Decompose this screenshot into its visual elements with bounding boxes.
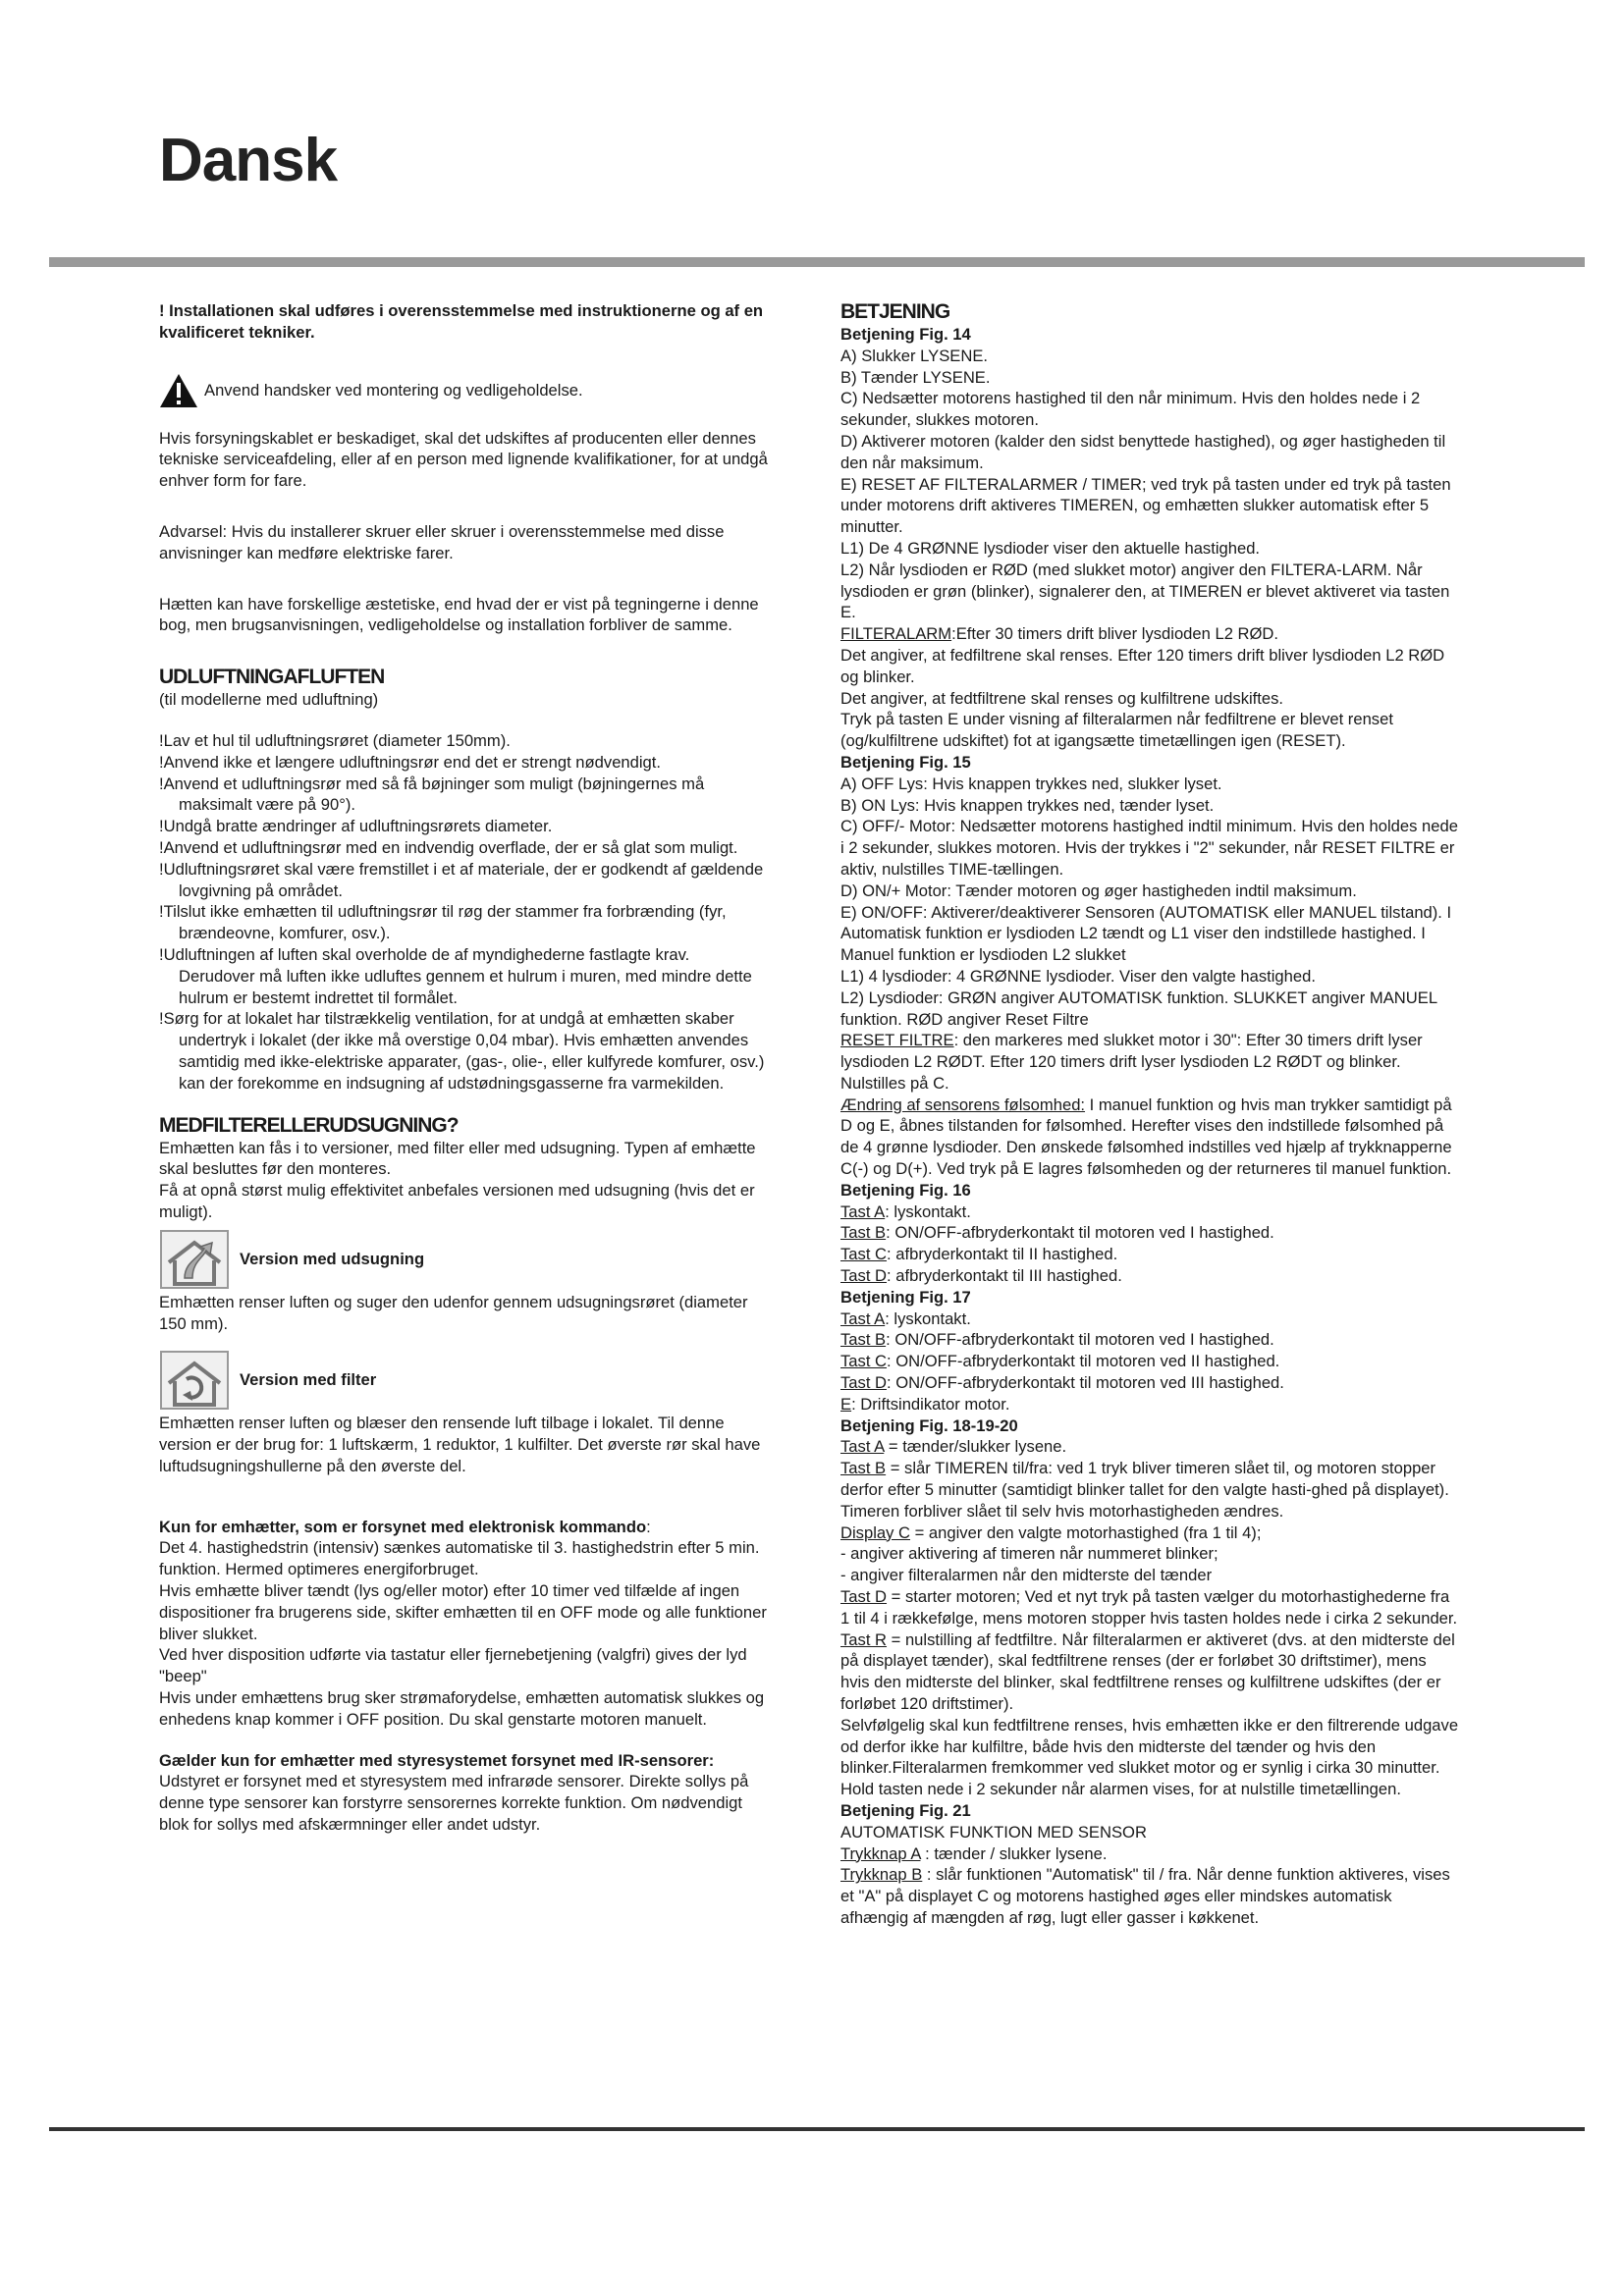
fig15-d: D) ON/+ Motor: Tænder motoren og øger hastigheden indtil maksimum. [840,881,1357,900]
fig15-e: E) ON/OFF: Aktiverer/deaktiverer Sensoren (AUTOMATISK eller MANUEL tilstand). I Automatisk funktion er lysdioden L2 tændt og L1 viser den indstillede hastighed. I Manuel funktion er lysdioden L2 slukket [840,902,1452,965]
right-column [840,300,1459,1929]
key-term: Tast C [840,1245,888,1264]
fig14-c: C) Nedsætter motorens hastighed til den når minimum. Hvis den holdes nede i 2 sekunder, slukkes motoren. [840,389,1421,430]
list-item [840,1201,1459,1223]
fig18-c-note-1: - angiver aktivering af timeren når nummeret blinker; [840,1544,1218,1564]
key-description: : ON/OFF-afbryderkontakt til motoren ved I hastighed. [886,1330,1274,1350]
key-description: : Driftsindikator motor. [851,1394,1010,1414]
list-item [840,1394,1459,1415]
filter-heading: MEDFILTERELLERUDSUGNING? [159,1113,459,1137]
fig15-heading: Betjening Fig. 15 [840,752,971,772]
version-udsugning-label: Version med udsugning [240,1249,425,1268]
version-filter-text: Emhætten renser luften og blæser den rensende luft tilbage i lokalet. Til denne version er der brug for: 1 luftskærm, 1 reduktor, 1 kulfilter. Det øverste rør skal have luftudsugningshullerne på den øverste del. [159,1414,761,1475]
key-term: Tast D [840,1587,888,1607]
key-term: Tast D [840,1373,888,1393]
list-item: !Anvend ikke et længere udluftningsrør end det er strengt nødvendigt. [159,752,662,772]
electronic-paragraph-3: Ved hver disposition udførte via tastatur eller fjernebetjening (valgfri) gives der lyd "beep" [159,1645,747,1686]
fig15-sensitivity-term: Ændring af sensorens følsomhed: [840,1095,1086,1114]
key-term: Tast C [840,1352,888,1371]
top-divider [49,257,1585,267]
page-title: Dansk [159,127,338,194]
fig21-heading: Betjening Fig. 21 [840,1800,971,1820]
list-item: !Udluftningen af luften skal overholde de af myndighederne fastlagte krav. Derudover må luften ikke udluftes gennem et hulrum i muren, med mindre dette hulrum er bestemt indrettet til formålet. [159,944,752,1007]
key-description: : ON/OFF-afbryderkontakt til motoren ved III hastighed. [887,1373,1284,1393]
fig15-reset-term: RESET FILTRE [840,1031,954,1050]
betjening-heading: BETJENING [840,300,950,323]
fig15-c: C) OFF/- Motor: Nedsætter motorens hastighed indtil minimum. Hvis den holdes nede i 2 sekunder, slukkes motoren. Hvis der trykkes i "2" sekunder, når RESET FILTRE er aktiv, nulstilles TIME-tællingen. [840,817,1458,879]
electronic-heading-colon: : [646,1517,651,1536]
fig18-paragraph: Selvfølgelig skal kun fedtfiltrene renses, hvis emhætten ikke er den filtrerende udgave od derfor ikke har kulfiltre, både hvis den midterste del tænder og hvis den blinker.Filteralarmen fremkommer ved slukket motor og er synlig i cirka 30 minutter. Hold tasten nede i 2 sekunder når alarmen vises, for at nulstille timetællingen. [840,1715,1459,1799]
key-description: : ON/OFF-afbryderkontakt til motoren ved I hastighed. [886,1223,1274,1243]
fig15-reset-text: : den markeres med slukket motor i 30": Efter 30 timers drift lyser lysdioden L2 RØDT. Efter 120 timers drift lyser lysdioden L2 RØDT og blinker. Nulstilles på C. [840,1031,1423,1093]
fig17-heading: Betjening Fig. 17 [840,1287,971,1307]
warning-triangle-icon [159,373,198,408]
list-item: !Undgå bratte ændringer af udluftningsrørets diameter. [159,817,553,836]
list-item: !Anvend et udluftningsrør med en indvendig overflade, der er så glat som muligt. [159,837,738,857]
key-term: E [840,1394,852,1414]
version-filter-row [159,1350,768,1411]
list-item: !Tilslut ikke emhætten til udluftningsrør til røg der stammer fra forbrænding (fyr, brændeovne, komfurer, osv.). [159,902,727,943]
key-description: = tænder/slukker lysene. [884,1437,1067,1457]
key-description: : slår funktionen "Automatisk" til / fra. Når denne funktion aktiveres, vises et "A" på displayet C og motorens hastighed øges eller mindskes automatisk afhængig af mængden af røg, lugt eller gasser i køkkenet. [840,1865,1450,1927]
fig18-heading: Betjening Fig. 18-19-20 [840,1415,1018,1435]
ir-text: Udstyret er forsynet med et styresystem med infrarøde sensorer. Direkte sollys på denne type sensorer kan forstyrre sensorernes korrekte funktion. Om nødvendigt blok for sollys med afskærmninger eller andet udstyr. [159,1772,749,1835]
warning-row [159,373,768,408]
key-term: Trykknap B [840,1865,923,1885]
warning-text: Anvend handsker ved montering og vedligeholdelse. [204,380,583,400]
fig15-l1: L1) 4 lysdioder: 4 GRØNNE lysdioder. Viser den valgte hastighed. [840,966,1316,986]
key-term: Tast A [840,1437,885,1457]
fig15-sensitivity-text: I manuel funktion og hvis man trykker samtidigt på D og E, åbnes tilstanden for følsomhed. Herefter vises den indstillede følsomhed på de 4 grønne lysdioder. Den ønskede følsomhed indstilles ved hjælp af trykknapperne C(-) og D(+). Ved tryk på E lagres følsomheden og der returneres til manuel funktion. [840,1095,1452,1179]
list-item [840,1222,1459,1244]
cable-paragraph: Hvis forsyningskablet er beskadiget, skal det udskiftes af producenten eller dennes tekniske serviceafdeling, eller af en person med lignende kvalifikationer, for at undgå enhver form for fare. [159,428,768,491]
fig15-a: A) OFF Lys: Hvis knappen trykkes ned, slukker lyset. [840,774,1222,793]
fig16-heading: Betjening Fig. 16 [840,1180,971,1200]
version-udsugning-text: Emhætten renser luften og suger den udenfor gennem udsugningsrøret (diameter 150 mm). [159,1292,748,1333]
electronic-paragraph-2: Hvis emhætte bliver tændt (lys og/eller motor) efter 10 timer ved tilfælde af ingen dispositioner fra brugerens side, skifter emhætten til en OFF mode og alle funktioner bliver slukket. [159,1581,767,1643]
key-description: : afbryderkontakt til III hastighed. [887,1266,1122,1286]
fig14-l1: L1) De 4 GRØNNE lysdioder viser den aktuelle hastighed. [840,538,1261,558]
version-udsugning-row [159,1229,768,1290]
key-description: = slår TIMEREN til/fra: ved 1 tryk bliver timeren slået til, og motoren stopper derfor efter 5 minutter (samtidigt blinker tallet for den valgte hasti-ghed på displayet). Timeren forbliver slået til selv hvis motorhastigheden ændres. [840,1459,1449,1521]
fig14-heading: Betjening Fig. 14 [840,325,971,344]
key-term: Display C [840,1522,911,1542]
aesthetics-paragraph: Hætten kan have forskellige æstetiske, end hvad der er vist på tegningerne i denne bog, men brugsanvisningen, vedligeholdelse og installation forbliver de samme. [159,594,759,635]
udluftning-subheading: (til modellerne med udluftning) [159,690,379,710]
key-description: = starter motoren; Ved et nyt tryk på tasten vælger du motorhastighederne fra 1 til 4 i rækkefølge, mens motoren stopper hvis tasten holdes nede i cirka 2 sekunder. [840,1587,1458,1628]
list-item: !Anvend et udluftningsrør med så få bøjninger som muligt (bøjningernes må maksimalt være på 90°). [159,774,705,815]
key-description: : ON/OFF-afbryderkontakt til motoren ved II hastighed. [887,1352,1280,1371]
extraction-house-icon [159,1229,230,1290]
fig18-c-note-2: - angiver filteralarmen når den midterste del tænder [840,1566,1213,1585]
filter-paragraph-1: Emhætten kan fås i to versioner, med filter eller med udsugning. Typen af emhætte skal besluttes før den monteres. [159,1138,756,1179]
version-filter-label: Version med filter [240,1370,377,1390]
fig14-l2: L2) Når lysdioden er RØD (med slukket motor) angiver den FILTERA-LARM. Når lysdioden er grøn (blinker), signalerer den, at TIMEREN er blevet aktiveret via tasten E. [840,560,1450,622]
key-term: Tast B [840,1330,887,1350]
electronic-paragraph-1: Det 4. hastighedstrin (intensiv) sænkes automatiske til 3. hastighedstrin efter 5 min. funktion. Hermed optimeres energiforbruget. [159,1538,760,1579]
fig14-filteralarm-term: FILTERALARM [840,624,952,644]
fig14-e: E) RESET AF FILTERALARMER / TIMER; ved tryk på tasten under ed tryk på tasten under motorens drift aktiveres TIMEREN, og emhætten slukker automatisk efter 5 minutter. [840,474,1451,537]
udluftning-heading: UDLUFTNINGAFLUFTEN [159,666,385,689]
bottom-divider [49,2127,1585,2131]
fig14-paragraph-1: Det angiver, at fedfiltrene skal renses. Efter 120 timers drift bliver lysdioden L2 RØD og blinker. [840,645,1445,686]
list-item [840,1308,1459,1330]
key-description: : lyskontakt. [885,1201,971,1221]
screw-warning-paragraph: Advarsel: Hvis du installerer skruer eller skruer i overensstemmelse med disse anvisninger kan medføre elektriske farer. [159,521,725,562]
list-item [840,1244,1459,1265]
key-term: Tast D [840,1266,888,1286]
list-item [840,1329,1459,1351]
fig14-b: B) Tænder LYSENE. [840,367,991,387]
fig15-b: B) ON Lys: Hvis knappen trykkes ned, tænder lyset. [840,795,1215,815]
fig14-paragraph-3: Tryk på tasten E under visning af filteralarmen når fedfiltrene er blevet renset (og/kulfiltrene udskiftet) fot at igangsætte timetællingen igen (RESET). [840,710,1393,751]
fig21-subheading: AUTOMATISK FUNKTION MED SENSOR [840,1822,1147,1842]
key-description: = angiver den valgte motorhastighed (fra 1 til 4); [910,1522,1262,1542]
fig14-paragraph-2: Det angiver, at fedtfiltrene skal renses og kulfiltrene udskiftes. [840,688,1284,708]
key-description: = nulstilling af fedtfiltre. Når filteralarmen er aktiveret (dvs. at den midterste del på displayet tænder), skal fedtfiltrene renses (der er forløbet 30 driftstimer), mens hvis den midterste del blinker, skal fedtfiltrene renses og kulfiltrene udskiftes (der er forløbet 120 driftstimer). [840,1629,1455,1713]
key-description: : tænder / slukker lysene. [920,1843,1108,1863]
list-item [840,1265,1459,1287]
fig14-filteralarm-text: :Efter 30 timers drift bliver lysdioden L2 RØD. [951,624,1279,644]
electronic-paragraph-4: Hvis under emhættens brug sker strømaforydelse, emhætten automatisk slukkes og enhedens knap kommer i OFF position. Du skal genstarte motoren manuelt. [159,1688,765,1729]
electronic-heading: Kun for emhætter, som er forsynet med elektronisk kommando [159,1517,647,1536]
key-term: Tast A [840,1308,886,1328]
list-item: !Lav et hul til udluftningsrøret (diameter 150mm). [159,730,511,750]
list-item [840,1372,1459,1394]
filter-paragraph-2: Få at opnå størst mulig effektivitet anbefales versionen med udsugning (hvis det er muligt). [159,1181,755,1221]
ir-heading: Gælder kun for emhætter med styresystemet forsynet med IR-sensorer: [159,1750,715,1770]
fig15-l2: L2) Lysdioder: GRØN angiver AUTOMATISK funktion. SLUKKET angiver MANUEL funktion. RØD angiver Reset Filtre [840,988,1437,1029]
fig14-a: A) Slukker LYSENE. [840,346,989,365]
key-term: Trykknap A [840,1843,921,1863]
fig14-d: D) Aktiverer motoren (kalder den sidst benyttede hastighed), og øger hastigheden til den når maksimum. [840,431,1446,472]
list-item: !Sørg for at lokalet har tilstrækkelig ventilation, for at undgå at emhætten skaber undertryk i lokalet (der ikke må overstige 0,04 mbar). Hvis emhætten anvendes samtidig med ikke-elektriske apparater, (gas-, olie-, eller kulfyrede komfurer, osv.) kan der forekomme en indsugning af udstødningsgasserne fra varmekilden. [159,1009,765,1093]
left-column [159,300,768,1836]
recirculation-house-icon [159,1350,230,1411]
key-term: Tast B [840,1459,887,1478]
intro-notice: ! Installationen skal udføres i overensstemmelse med instruktionerne og af en kvalificeret tekniker. [159,301,764,342]
key-description: : afbryderkontakt til II hastighed. [887,1245,1118,1264]
list-item: !Udluftningsrøret skal være fremstillet i et af materiale, der er godkendt af gældende lovgivning på området. [159,859,764,900]
key-term: Tast R [840,1629,888,1649]
list-item [840,1351,1459,1372]
key-term: Tast A [840,1201,886,1221]
key-term: Tast B [840,1223,887,1243]
key-description: : lyskontakt. [885,1308,971,1328]
